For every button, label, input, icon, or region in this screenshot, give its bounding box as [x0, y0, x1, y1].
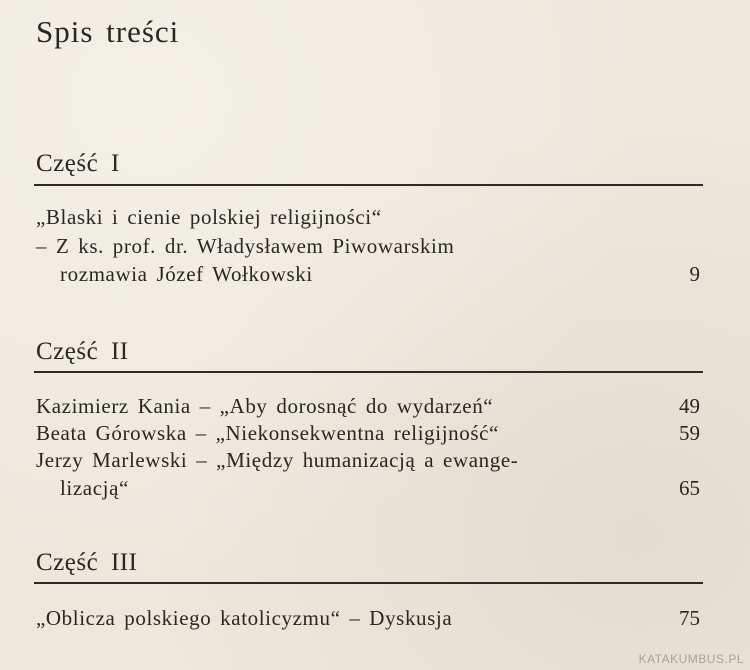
toc-page-number: 9: [689, 262, 700, 286]
toc-entry-line: lizacją“: [60, 476, 129, 500]
toc-entry-line: – Z ks. prof. dr. Władysławem Piwowarskim: [36, 234, 455, 258]
page-title: Spis treści: [36, 14, 180, 49]
toc-page-number: 65: [679, 476, 700, 500]
toc-entry-line: Beata Górowska – „Niekonsekwentna religijność“: [36, 421, 499, 445]
toc-entry-line: rozmawia Józef Wołkowski: [60, 262, 313, 286]
toc-page-number: 49: [679, 394, 700, 418]
toc-page-number: 59: [679, 421, 700, 445]
section-heading: Część I: [36, 150, 120, 177]
toc-entry-line: Jerzy Marlewski – „Między humanizacją a ewange-: [36, 448, 519, 472]
section-divider: [34, 184, 703, 186]
toc-entry-line: „Oblicza polskiego katolicyzmu“ – Dyskusja: [36, 606, 453, 630]
section-divider: [34, 582, 703, 584]
toc-entry-line: „Blaski i cienie polskiej religijności“: [36, 205, 382, 229]
section-heading: Część II: [36, 338, 129, 365]
toc-entry-line: Kazimierz Kania – „Aby dorosnąć do wydarzeń“: [36, 394, 494, 418]
section-divider: [34, 371, 703, 373]
watermark-text: KATAKUMBUS.PL: [638, 652, 744, 666]
section-heading: Część III: [36, 549, 138, 576]
toc-page-number: 75: [679, 606, 700, 630]
